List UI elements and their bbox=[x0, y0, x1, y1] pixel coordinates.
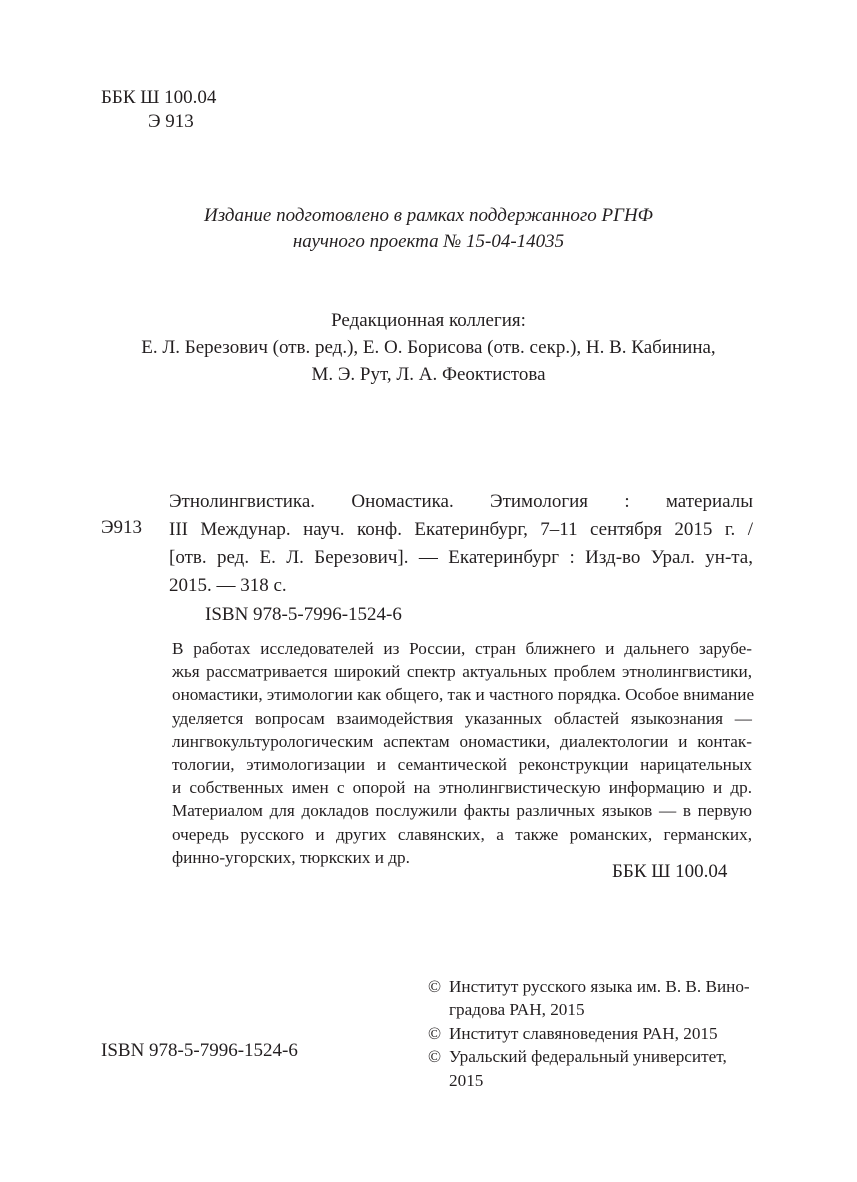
bibliographic-line: 2015. — 318 с. bbox=[169, 575, 287, 596]
annotation-line: В работах исследователей из России, стран ближнего и дальнего зарубе- bbox=[172, 639, 752, 658]
copyright-item bbox=[428, 1022, 758, 1045]
isbn-main: ISBN 978-5-7996-1524-6 bbox=[205, 604, 402, 625]
bibliographic-line: III Междунар. науч. конф. Екатеринбург, 7–11 сентября 2015 г. / bbox=[169, 519, 753, 540]
annotation-line: лингвокультурологическим аспектам ономастики, диалектологии и контак- bbox=[172, 731, 752, 751]
editorial-board-line-1: Е. Л. Березович (отв. ред.), Е. О. Борисова (отв. секр.), Н. В. Кабинина, bbox=[141, 337, 716, 358]
editorial-board-heading: Редакционная коллегия: bbox=[331, 310, 526, 331]
copyright-holder-line: градова РАН, 2015 bbox=[449, 1000, 585, 1020]
annotation bbox=[172, 637, 755, 869]
bibliographic-line: [отв. ред. Е. Л. Березович]. — Екатеринбург : Изд-во Урал. ун-та, bbox=[169, 547, 753, 568]
annotation-line: уделяется вопросам взаимодействия указанных областей языкознания — bbox=[172, 708, 752, 728]
annotation-line: финно-угорских, тюркских и др. bbox=[172, 847, 410, 867]
author-code: Э 913 bbox=[148, 111, 194, 132]
bibliographic-description bbox=[169, 488, 753, 600]
bbk-index-annotation: ББК Ш 100.04 bbox=[612, 861, 728, 882]
bibliographic-record bbox=[101, 488, 753, 600]
annotation-line: Материалом для докладов послужили факты различных языков — в первую bbox=[172, 801, 752, 821]
editorial-board bbox=[90, 307, 767, 388]
copyright-holder-line: Уральский федеральный университет, 2015 bbox=[449, 1047, 727, 1090]
annotation-line: и собственных имен с опорой на этнолингвистическую информацию и др. bbox=[172, 778, 752, 798]
copyright-holder-line: Институт русского языка им. В. В. Вино- bbox=[449, 977, 750, 996]
annotation-line: очередь русского и других славянских, а также романских, германских, bbox=[172, 824, 752, 844]
annotation-line: жья рассматривается широкий спектр актуальных проблем этнолингвистики, bbox=[172, 662, 752, 682]
grant-note bbox=[100, 203, 757, 255]
grant-note-line-2: научного проекта № 15-04-14035 bbox=[292, 231, 565, 252]
copyright-symbol: © bbox=[428, 1047, 442, 1067]
copyright-symbol: © bbox=[428, 977, 442, 996]
copyright-item bbox=[428, 975, 758, 1022]
annotation-line: ономастики, этимологии как общего, так и частного порядка. Особое внимание bbox=[172, 685, 755, 705]
copyright-symbol: © bbox=[428, 1023, 442, 1043]
isbn-bottom: ISBN 978-5-7996-1524-6 bbox=[101, 1040, 298, 1061]
bibliographic-line: Этнолингвистика. Ономастика. Этимология : материалы bbox=[169, 491, 753, 512]
bbk-classification-top bbox=[101, 86, 401, 134]
grant-note-line-1: Издание подготовлено в рамках поддержанного РГНФ bbox=[204, 205, 653, 226]
copyright-item bbox=[428, 1045, 758, 1092]
bbk-index: ББК Ш 100.04 bbox=[101, 87, 217, 108]
author-mark: Э913 bbox=[101, 517, 143, 538]
editorial-board-line-2: М. Э. Рут, Л. А. Феоктистова bbox=[311, 364, 546, 385]
annotation-line: тологии, этимологизации и семантической реконструкции нарицательных bbox=[172, 755, 752, 775]
copyright-holder-line: Институт славяноведения РАН, 2015 bbox=[449, 1023, 718, 1043]
copyright-block bbox=[428, 975, 758, 1092]
